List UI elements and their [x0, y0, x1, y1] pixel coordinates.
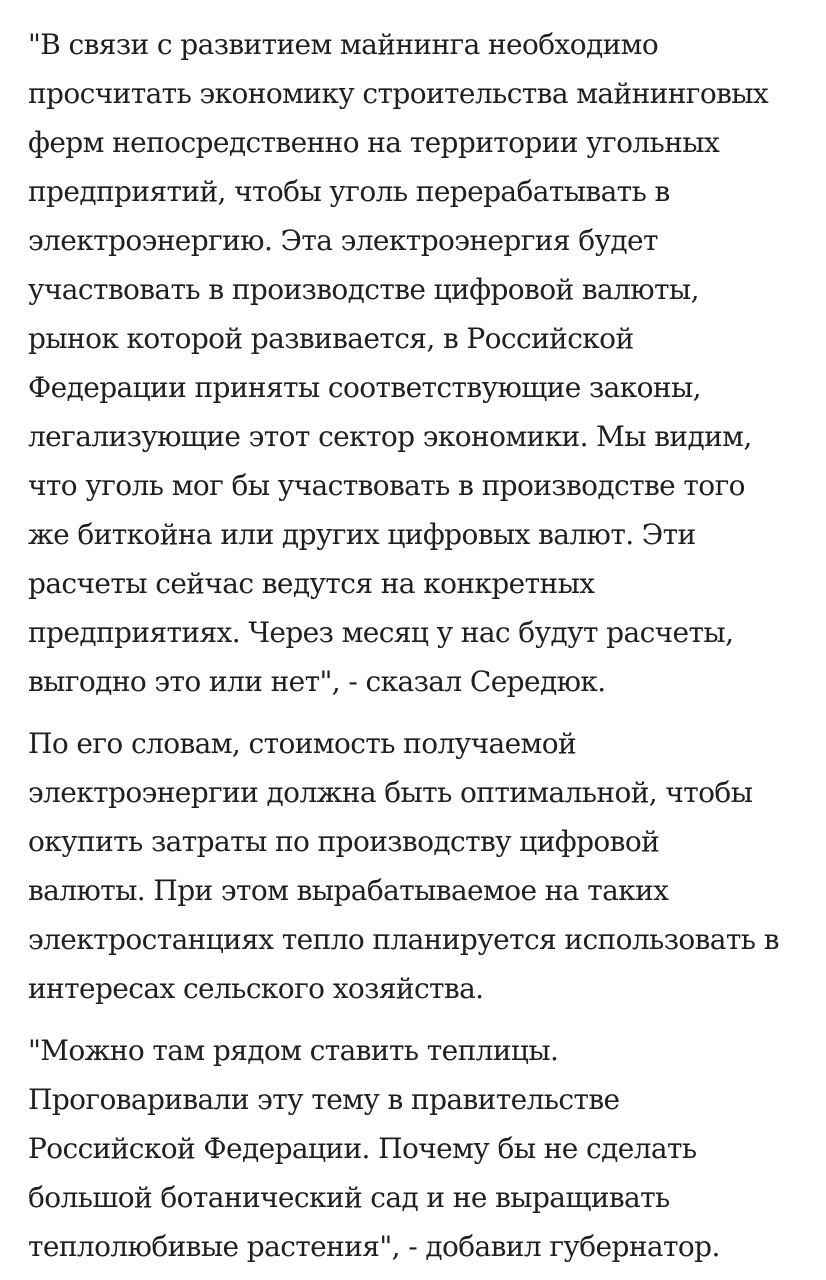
paragraph-3 — [28, 1026, 808, 1271]
article-body — [28, 20, 808, 1271]
text-line: расчеты сейчас ведутся на конкретных — [28, 567, 595, 600]
text-line: что уголь мог бы участвовать в производстве того — [28, 469, 745, 502]
text-line: валюты. При этом вырабатываемое на таких — [28, 874, 669, 907]
text-line: электростанциях тепло планируется использовать в — [28, 923, 779, 956]
text-line: рынок которой развивается, в Российской — [28, 322, 634, 355]
paragraph-2 — [28, 719, 808, 1013]
text-line: По его словам, стоимость получаемой — [28, 727, 577, 760]
text-line: предприятиях. Через месяц у нас будут расчеты, — [28, 616, 734, 649]
text-line: большой ботанический сад и не выращивать — [28, 1181, 670, 1214]
text-line: "Можно там рядом ставить теплицы. — [28, 1034, 559, 1067]
text-line: легализующие этот сектор экономики. Мы видим, — [28, 420, 752, 453]
text-line: электроэнергию. Эта электроэнергия будет — [28, 224, 658, 257]
text-line: интересах сельского хозяйства. — [28, 972, 484, 1005]
text-line: окупить затраты по производству цифровой — [28, 825, 660, 858]
text-line: же биткойна или других цифровых валют. Эти — [28, 518, 696, 551]
paragraph-1 — [28, 20, 808, 706]
text-line: "В связи с развитием майнинга необходимо — [28, 28, 659, 61]
text-line: предприятий, чтобы уголь перерабатывать в — [28, 175, 670, 208]
text-line: участвовать в производстве цифровой валюты, — [28, 273, 699, 306]
text-line: выгодно это или нет", - сказал Середюк. — [28, 665, 606, 698]
text-line: теплолюбивые растения", - добавил губернатор. — [28, 1230, 720, 1263]
text-line: просчитать экономику строительства майнинговых — [28, 77, 769, 110]
text-line: Проговаривали эту тему в правительстве — [28, 1083, 620, 1116]
text-line: Российской Федерации. Почему бы не сделать — [28, 1132, 697, 1165]
text-line: Федерации приняты соответствующие законы, — [28, 371, 701, 404]
text-line: электроэнергии должна быть оптимальной, чтобы — [28, 776, 753, 809]
text-line: ферм непосредственно на территории угольных — [28, 126, 720, 159]
